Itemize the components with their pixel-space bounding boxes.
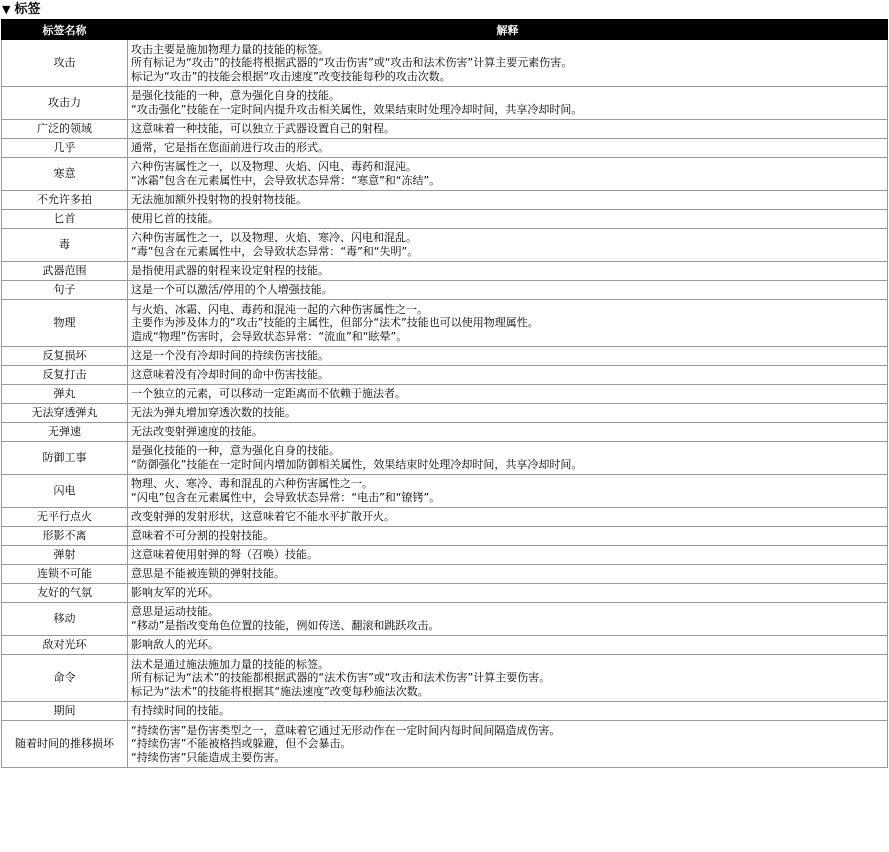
description-line: “攻击强化”技能在一定时间内提升攻击相关属性，效果结束时处理冷却时间，共享冷却时间。 [131,103,583,116]
table-row [2,404,888,423]
description-line: 无法改变射弹速度的技能。 [131,425,263,439]
tag-description-cell [128,40,888,87]
description-line: 意思是不能被连锁的弹射技能。 [131,567,285,581]
tag-description-cell [128,158,888,191]
tag-description-cell [128,87,888,120]
description-line: 这是一个可以激活/停用的个人增强技能。 [131,283,333,297]
tag-description-cell [128,423,888,442]
table-row [2,527,888,546]
table-row [2,347,888,366]
tag-name-cell: 弹射 [2,546,128,565]
tag-description-cell [128,210,888,229]
description-line: 是强化技能的一种，意为强化自身的技能。 [131,444,340,458]
table-row [2,229,888,262]
description-line: 有持续时间的技能。 [131,704,230,718]
tag-description-cell [128,636,888,655]
description-line: “移动”是指改变角色位置的技能，例如传送、翻滚和跳跃攻击。 [131,619,440,632]
tag-description-cell [128,404,888,423]
description-line: 造成“物理”伤害时，会导致状态异常：“流血”和“眩晕”。 [131,329,408,343]
tag-description-cell [128,262,888,281]
table-row [2,565,888,584]
tag-name-cell: 移动 [2,603,128,636]
description-line: 这意味着使用射弹的弩（召唤）技能。 [131,548,318,562]
tag-description-cell [128,527,888,546]
description-line: 与火焰、冰霜、闪电、毒药和混沌一起的六种伤害属性之一。 [131,302,428,316]
description-line: “持续伤害”只能造成主要伤害。 [131,750,286,764]
tag-description-cell [128,565,888,584]
table-row [2,139,888,158]
table-row [2,191,888,210]
tag-name-cell: 寒意 [2,158,128,191]
table-row [2,508,888,527]
description-line: 是指使用武器的射程来设定射程的技能。 [131,264,329,278]
tag-name-cell: 武器范围 [2,262,128,281]
table-row [2,546,888,565]
description-line: 无法为弹丸增加穿透次数的技能。 [131,406,296,420]
column-header-description: 解释 [128,20,888,40]
tag-name-cell: 几乎 [2,139,128,158]
tag-description-cell [128,546,888,565]
tag-name-cell: 广泛的领域 [2,120,128,139]
table-row [2,603,888,636]
table-row [2,300,888,347]
description-line: 这是一个没有冷却时间的持续伤害技能。 [131,349,329,363]
tag-name-cell: 句子 [2,281,128,300]
tag-description-cell [128,603,888,636]
description-line: 无法施加额外投射物的投射物技能。 [131,193,307,207]
tag-description-cell [128,442,888,475]
description-line: 标记为“法术”的技能将根据其“施法速度”改变每秒施法次数。 [131,684,429,698]
table-row [2,655,888,702]
description-line: “持续伤害”是伤害类型之一，意味着它通过无形动作在一定时间内每时间间隔造成伤害。 [131,723,561,737]
tag-name-cell: 弹丸 [2,385,128,404]
tag-description-cell [128,655,888,702]
tag-name-cell: 无弹速 [2,423,128,442]
description-line: 法术是通过施法施加力量的技能的标签。 [131,657,329,671]
description-line: 物理、火、寒冷、毒和混乱的六种伤害属性之一。 [131,477,373,491]
tag-name-cell: 攻击 [2,40,128,87]
tag-name-cell: 物理 [2,300,128,347]
description-line: 使用匕首的技能。 [131,212,219,226]
description-line: 意思是运动技能。 [131,605,219,619]
tag-name-cell: 敌对光环 [2,636,128,655]
tag-name-cell: 毒 [2,229,128,262]
table-row [2,281,888,300]
tag-description-cell [128,347,888,366]
description-line: 影响敌人的光环。 [131,638,219,652]
description-line: 这意味着一种技能，可以独立于武器设置自己的射程。 [131,122,395,136]
description-line: 主要作为涉及体力的“攻击”技能的主属性，但部分“法术”技能也可以使用物理属性。 [131,316,539,330]
tag-description-cell [128,721,888,768]
description-line: 是强化技能的一种，意为强化自身的技能。 [131,89,340,103]
table-row [2,40,888,87]
description-line: “闪电”包含在元素属性中，会导致状态异常：“电击”和“镣铐”。 [131,491,441,504]
description-line: 所有标记为“法术”的技能都根据武器的“法术伤害”或“攻击和法术伤害”计算主要伤害。 [131,671,551,685]
description-line: 这意味着没有冷却时间的命中伤害技能。 [131,368,329,382]
tag-name-cell: 随着时间的推移损坏 [2,721,128,768]
tag-name-cell: 闪电 [2,475,128,508]
table-row [2,366,888,385]
table-row [2,385,888,404]
tag-description-cell [128,281,888,300]
table-row [2,423,888,442]
tag-name-cell: 无法穿透弹丸 [2,404,128,423]
tag-description-cell [128,229,888,262]
description-line: 六种伤害属性之一，以及物理、火焰、闪电、毒药和混沌。 [131,160,417,174]
table-row [2,702,888,721]
tag-name-cell: 反复打击 [2,366,128,385]
tag-name-cell: 攻击力 [2,87,128,120]
tag-description-cell [128,702,888,721]
table-row [2,442,888,475]
description-line: 攻击主要是施加物理力量的技能的标签。 [131,42,329,56]
tag-description-cell [128,120,888,139]
tag-name-cell: 匕首 [2,210,128,229]
column-header-name: 标签名称 [2,20,128,40]
tag-name-cell: 无平行点火 [2,508,128,527]
table-body [2,40,888,768]
description-line: 一个独立的元素，可以移动一定距离而不依赖于施法者。 [131,387,406,401]
tag-description-cell [128,475,888,508]
description-line: 意味着不可分割的投射技能。 [131,529,274,543]
tag-description-cell [128,366,888,385]
description-line: 所有标记为“攻击”的技能将根据武器的“攻击伤害”或“攻击和法术伤害”计算主要元素伤害。 [131,56,573,70]
tag-name-cell: 连锁不可能 [2,565,128,584]
tag-description-cell [128,191,888,210]
description-line: 改变射弹的发射形状，这意味着它不能水平扩散开火。 [131,510,395,524]
tag-name-cell: 反复损坏 [2,347,128,366]
table-row [2,158,888,191]
description-line: “毒”包含在元素属性中，会导致状态异常：“毒”和“失明”。 [131,245,419,258]
section-header[interactable] [0,0,889,19]
table-row [2,636,888,655]
tag-description-cell [128,385,888,404]
table-row [2,210,888,229]
table-row [2,475,888,508]
description-line: “持续伤害”不能被格挡或躲避，但不会暴击。 [131,737,352,751]
tag-name-cell: 形影不离 [2,527,128,546]
table-row [2,262,888,281]
description-line: 通常，它是指在您面前进行攻击的形式。 [131,141,329,155]
tag-name-cell: 期间 [2,702,128,721]
table-row [2,120,888,139]
table-row [2,87,888,120]
tag-name-cell: 防御工事 [2,442,128,475]
table-row [2,721,888,768]
tag-name-cell: 命令 [2,655,128,702]
tag-table [1,19,888,768]
tag-description-cell [128,300,888,347]
description-line: 影响友军的光环。 [131,586,219,600]
tag-name-cell: 友好的气氛 [2,584,128,603]
tag-name-cell: 不允许多拍 [2,191,128,210]
description-line: “冰霜”包含在元素属性中，会导致状态异常：“寒意”和“冻结”。 [131,174,441,187]
tag-description-cell [128,584,888,603]
collapse-triangle-icon[interactable]: ▼ [2,3,11,16]
table-row [2,584,888,603]
description-line: 标记为“攻击”的技能会根据“攻击速度”改变技能每秒的攻击次数。 [131,69,451,83]
description-line: 六种伤害属性之一，以及物理、火焰、寒冷、闪电和混乱。 [131,231,417,245]
tag-description-cell [128,139,888,158]
tag-description-cell [128,508,888,527]
table-header-row [2,20,888,40]
description-line: “防御强化”技能在一定时间内增加防御相关属性，效果结束时处理冷却时间，共享冷却时间。 [131,458,583,471]
section-title: 标签 [14,2,41,17]
